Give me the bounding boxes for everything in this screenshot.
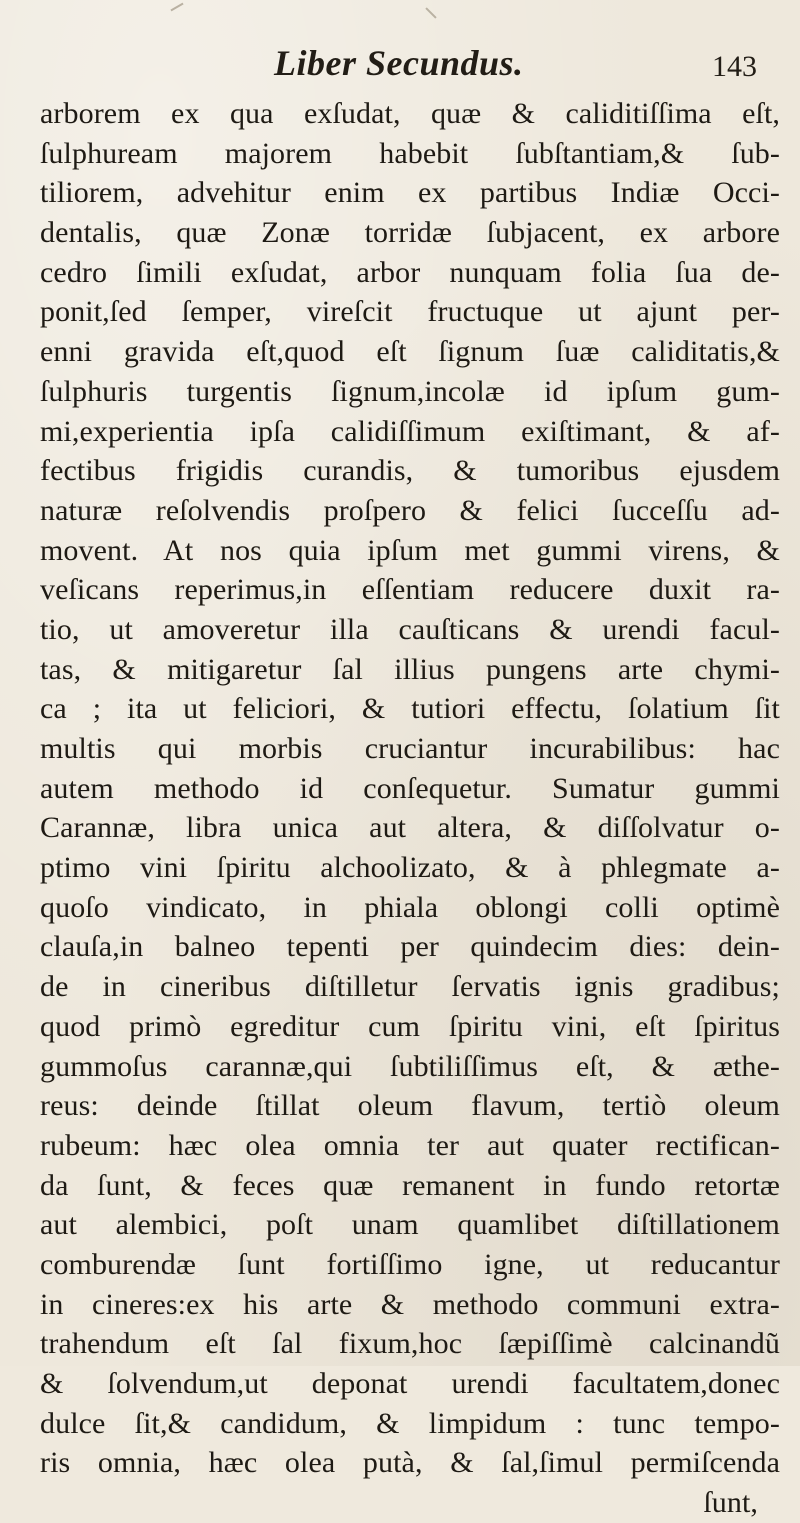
text-line: movent. At nos quia ipſum met gummi virens, &	[40, 533, 780, 567]
text-line: ptimo vini ſpiritu alchoolizato, & à phlegmate a-	[40, 851, 780, 885]
running-title: Liber Secundus.	[274, 43, 524, 83]
body-text	[40, 94, 780, 1523]
catchword: ſunt,	[703, 1486, 758, 1520]
text-line: ris omnia, hæc olea putà, & ſal,ſimul permiſcenda	[40, 1446, 780, 1480]
text-line: Carannæ, libra unica aut altera, & diſſolvatur o-	[40, 811, 780, 845]
text-line: autem methodo id conſequetur. Sumatur gummi	[40, 771, 780, 805]
text-line: ca ; ita ut feliciori, & tutiori effectu, ſolatium ſit	[40, 692, 780, 726]
text-line: quod primò egreditur cum ſpiritu vini, eſt ſpiritus	[40, 1009, 780, 1043]
text-line: dentalis, quæ Zonæ torridæ ſubjacent, ex arbore	[40, 216, 780, 250]
text-line: ponit,ſed ſemper, vireſcit fructuque ut ajunt per-	[40, 295, 780, 329]
text-line: mi,experientia ipſa calidiſſimum exiſtimant, & af-	[40, 414, 780, 448]
text-line: da ſunt, & feces quæ remanent in fundo retortæ	[40, 1168, 780, 1202]
text-line: dulce ſit,& candidum, & limpidum : tunc tempo-	[40, 1406, 780, 1440]
page-number: 143	[712, 50, 757, 83]
text-line: veſicans reperimus,in eſſentiam reducere duxit ra-	[40, 573, 780, 607]
text-line: quoſo vindicato, in phiala oblongi colli optimè	[40, 890, 780, 924]
text-line: de in cineribus diſtilletur ſervatis ignis gradibus;	[40, 970, 780, 1004]
text-line: comburendæ ſunt fortiſſimo igne, ut reducantur	[40, 1247, 780, 1281]
show-through-mark	[170, 3, 183, 12]
text-line: tio, ut amoveretur illa cauſticans & urendi facul-	[40, 612, 780, 646]
text-line: enni gravida eſt,quod eſt ſignum ſuæ caliditatis,&	[40, 335, 780, 369]
text-line: clauſa,in balneo tepenti per quindecim dies: dein-	[40, 930, 780, 964]
text-line: gummoſus carannæ,qui ſubtiliſſimus eſt, & æthe-	[40, 1049, 780, 1083]
text-line: tas, & mitigaretur ſal illius pungens arte chymi-	[40, 652, 780, 686]
text-line: reus: deinde ſtillat oleum flavum, tertiò oleum	[40, 1089, 780, 1123]
text-line: aut alembici, poſt unam quamlibet diſtillationem	[40, 1208, 780, 1242]
text-line: arborem ex qua exſudat, quæ & caliditiſſima eſt,	[40, 97, 780, 130]
text-line: cedro ſimili exſudat, arbor nunquam folia ſua de-	[40, 255, 780, 289]
text-line: & ſolvendum,ut deponat urendi facultatem,donec	[40, 1367, 780, 1400]
text-line: multis qui morbis cruciantur incurabilibus: hac	[40, 732, 780, 765]
text-line: tiliorem, advehitur enim ex partibus Indiæ Occi-	[40, 176, 780, 210]
text-line: in cineres:ex his arte & methodo communi extra-	[40, 1287, 780, 1321]
text-line: trahendum eſt ſal fixum,hoc ſæpiſſimè calcinandũ	[40, 1327, 780, 1361]
text-line: fectibus frigidis curandis, & tumoribus ejusdem	[40, 454, 780, 488]
text-line: ſulphuris turgentis ſignum,incolæ id ipſum gum-	[40, 374, 780, 408]
text-line: rubeum: hæc olea omnia ter aut quater rectifican-	[40, 1128, 780, 1162]
show-through-mark	[425, 7, 436, 18]
page-header	[0, 30, 800, 90]
text-line: ſulphuream majorem habebit ſubſtantiam,& ſub-	[40, 136, 780, 170]
text-line: naturæ reſolvendis proſpero & felici ſucceſſu ad-	[40, 493, 780, 527]
